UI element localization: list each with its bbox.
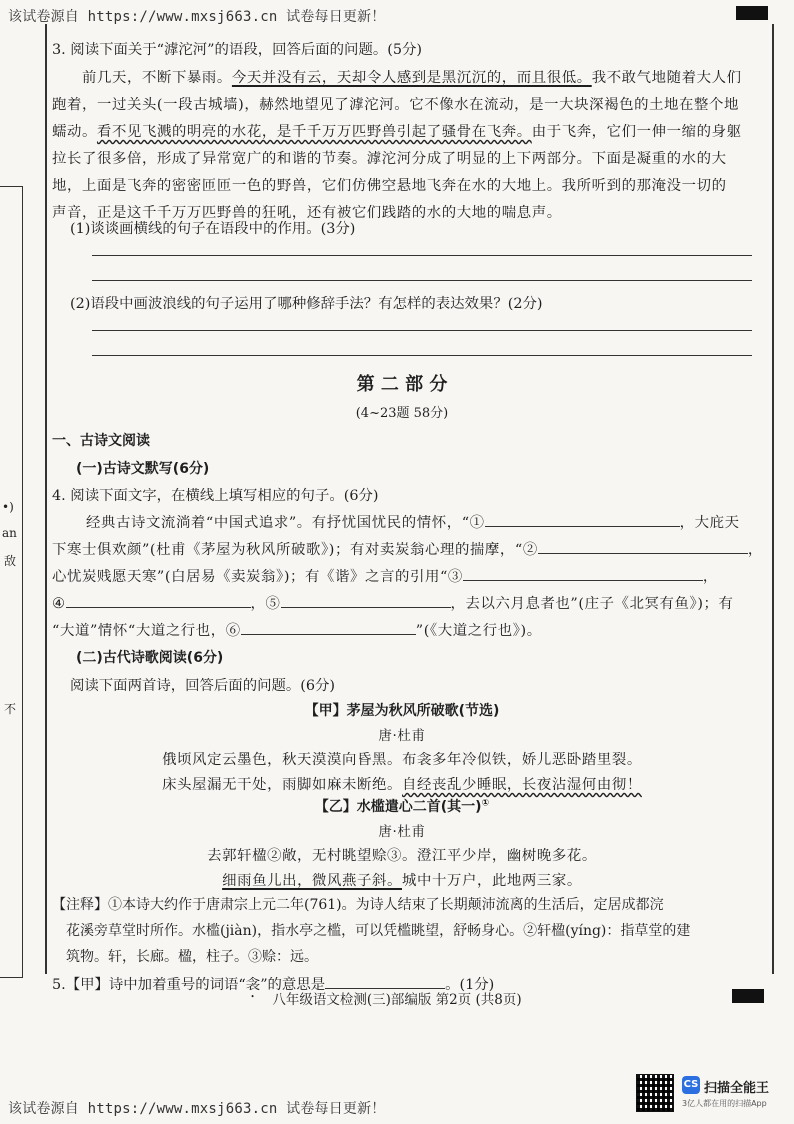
fill-blank-1[interactable] [485, 512, 680, 527]
emphasized-word: 衾 [245, 977, 261, 993]
q4-line: 下寒士俱欢颜”(杜甫《茅屋为秋风所破歌》)；有对卖炭翁心理的揣摩，“② ， [52, 538, 763, 559]
watermark-top: 该试卷源自 https://www.mxsj663.cn 试卷每日更新！ [8, 9, 386, 25]
subsection-heading: (二)古代诗歌阅读(6分) [76, 650, 224, 666]
q4-line: 心忧炭贱愿天寒”(白居易《卖炭翁》)；有《谐》之言的引用“③ ， [52, 565, 718, 586]
fill-blank-6[interactable] [241, 620, 416, 635]
q3-passage-line: 地，上面是飞奔的密密匝匝一色的野兽，它们仿佛空悬地飞奔在水的大地上。我所听到的那淹没一切的 [52, 178, 727, 194]
corner-mark [732, 989, 764, 1003]
page-footer: 八年级语文检测(三)部编版 第2页 (共8页) [272, 992, 522, 1008]
q3-sub2: (2)语段中画波浪线的句子运用了哪种修辞手法？有怎样的表达效果？(2分) [70, 296, 543, 312]
fill-blank-q5[interactable] [325, 974, 445, 989]
corner-mark [736, 6, 768, 20]
q3-passage-line: 蠕动。看不见飞溅的明亮的水花，是千千万万匹野兽引起了骚骨在飞奔。由于飞奔，它们一伸一缩的身躯 [52, 124, 742, 140]
qr-code-icon [636, 1074, 674, 1112]
q3-passage-line: 拉长了很多倍，形成了异常宽广的和谐的节奏。滹沱河分成了明显的上下两部分。下面是凝重的水的大 [52, 151, 727, 167]
note-line: 花溪旁草堂时所作。水槛(jiàn)，指水亭之槛，可以凭槛眺望，舒畅身心。②轩楹(yíng)：指草堂的建 [66, 923, 691, 939]
underlined-verse: 细雨鱼儿出，微风燕子斜。 [222, 873, 402, 889]
poem1-line: 俄顷风定云墨色，秋天漠漠向昏黑。布衾多年冷似铁，娇儿恶卧踏里裂。 [162, 752, 642, 768]
fill-blank-4[interactable] [66, 593, 251, 608]
poem2-author: 唐·杜甫 [378, 824, 426, 840]
answer-line[interactable] [92, 355, 752, 356]
q4-line: “大道”情怀“大道之行也，⑥ ”(《大道之行也》)。 [52, 619, 542, 640]
q3-sub1: (1)谈谈画横线的句子在语段中的作用。(3分) [70, 221, 356, 237]
side-fragment: 敌 [4, 554, 17, 568]
part-title: 第 二 部 分 [356, 374, 448, 395]
left-margin-box [0, 186, 23, 978]
camscanner-logo-icon: CS [682, 1076, 700, 1094]
q4-line: 经典古诗文流淌着“中国式追求”。有抒忧国忧民的情怀，“① ，大庇天 [86, 511, 740, 532]
q3-passage-line: 跑着，一过关头(一段古城墙)，赫然地望见了滹沱河。它不像水在流动，是一大块深褐色的土地在整个地 [52, 97, 740, 113]
fill-blank-5[interactable] [281, 593, 451, 608]
watermark-bottom: 该试卷源自 https://www.mxsj663.cn 试卷每日更新！ [8, 1101, 386, 1117]
q4-prompt: 4. 阅读下面文字，在横线上填写相应的句子。(6分) [52, 488, 379, 504]
q3-passage-line: 声音，正是这千千万万匹野兽的狂吼，还有被它们践踏的水的大地的喘息声。 [52, 205, 562, 221]
q3-passage-line: 前几天，不断下暴雨。今天并没有云，天却令人感到是黑沉沉的，而且很低。我不敢气地随着大人们 [82, 70, 742, 86]
poem1-line: 床头屋漏无干处，雨脚如麻未断绝。自经丧乱少睡眠，长夜沾湿何由彻！ [162, 777, 642, 793]
side-fragment: an [2, 526, 17, 540]
poem1-author: 唐·杜甫 [378, 728, 426, 744]
scanner-name: 扫描全能王 [704, 1081, 770, 1096]
poem-intro: 阅读下面两首诗，回答后面的问题。(6分) [70, 678, 336, 694]
q3-prompt: 3. 阅读下面关于“滹沱河”的语段，回答后面的问题。(5分) [52, 42, 422, 58]
answer-line[interactable] [92, 280, 752, 281]
poem1-title: 【甲】茅屋为秋风所破歌(节选) [304, 703, 500, 719]
poem2-title: 【乙】水槛遣心二首(其一)① [314, 798, 490, 815]
q4-line: ④ ，⑤ ，去以六月息者也”(庄子《北冥有鱼》)；有 [52, 592, 734, 613]
note-line: 筑物。轩，长廊。楹，柱子。③赊：远。 [66, 949, 318, 965]
note-line: 【注释】①本诗大约作于唐肃宗上元二年(761)。为诗人结束了长期颠沛流离的生活后，定居成都浣 [52, 897, 664, 913]
section-heading: 一、古诗文阅读 [52, 433, 150, 449]
wavy-verse: 自经丧乱少睡眠，长夜沾湿何由彻！ [402, 777, 642, 793]
scanner-tagline: 3亿人都在用的扫描App [682, 1099, 767, 1108]
fill-blank-3[interactable] [463, 566, 703, 581]
side-fragment: 不 [4, 702, 17, 716]
fill-blank-2[interactable] [538, 539, 748, 554]
answer-line[interactable] [92, 330, 752, 331]
answer-line[interactable] [92, 255, 752, 256]
side-fragment: •) [2, 500, 14, 514]
poem2-line: 去郭轩楹②敞，无村眺望赊③。澄江平少岸，幽树晚多花。 [207, 848, 597, 864]
underlined-sentence: 今天并没有云，天却令人感到是黑沉沉的，而且很低。 [231, 70, 592, 86]
subsection-heading: (一)古诗文默写(6分) [76, 461, 210, 477]
wavy-sentence: 看不见飞溅的明亮的水花，是千千万万匹野兽引起了骚骨在飞奔。 [96, 124, 532, 140]
poem2-line: 细雨鱼儿出，微风燕子斜。城中十万户，此地两三家。 [222, 873, 582, 889]
q5: 5.【甲】诗中加着重号的词语“衾”的意思是 。(1分) [52, 973, 494, 1001]
part-range: (4~23题 58分) [355, 406, 449, 421]
